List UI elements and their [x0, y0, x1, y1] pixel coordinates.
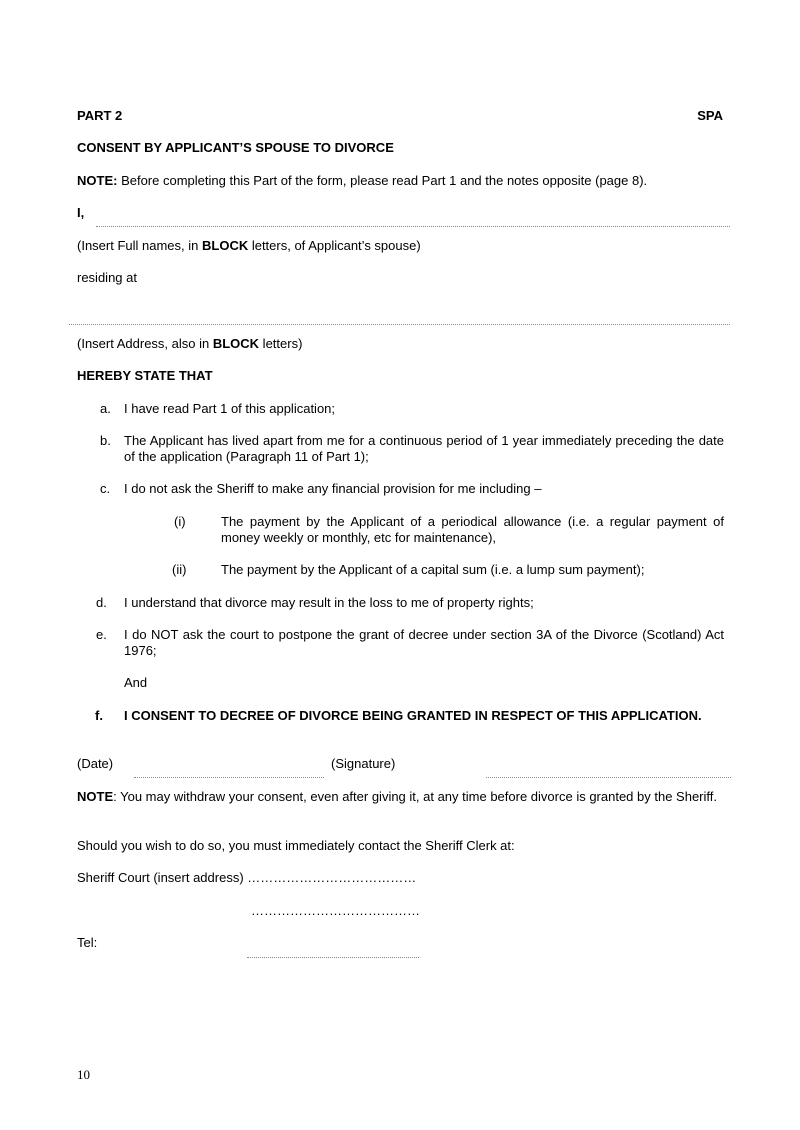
full-names-line[interactable] [96, 226, 730, 227]
note-bottom-text: : You may withdraw your consent, even after giving it, at any time before divorce is granted by the Sheriff. [113, 789, 717, 804]
item-cii-text: The payment by the Applicant of a capital sum (i.e. a lump sum payment); [221, 562, 645, 577]
item-c-letter: c. [100, 481, 111, 496]
item-a-text: I have read Part 1 of this application; [124, 401, 336, 416]
part-label: PART 2 [77, 108, 123, 123]
residing-label: residing at [77, 270, 137, 285]
address-hint [77, 336, 302, 351]
i-label: I, [77, 205, 85, 220]
note-top-label: NOTE: [77, 173, 118, 188]
address-hint-pre: (Insert Address, also in [77, 336, 213, 351]
item-ci-text: The payment by the Applicant of a periodical allowance (i.e. a regular payment of money weekly or monthly, etc for maintenance), [221, 514, 724, 545]
note-bottom-label: NOTE [77, 789, 114, 804]
names-hint-pre: (Insert Full names, in [77, 238, 202, 253]
item-cii-number: (ii) [172, 562, 187, 577]
address-hint-bold: BLOCK [212, 336, 260, 351]
address-hint-post: letters) [259, 336, 303, 351]
names-hint [77, 238, 421, 253]
sheriff-court-label: Sheriff Court (insert address) [77, 870, 244, 885]
form-title: CONSENT BY APPLICANT’S SPOUSE TO DIVORCE [77, 140, 394, 155]
signature-label: (Signature) [331, 756, 396, 771]
item-a-letter: a. [100, 401, 111, 416]
sheriff-court-row [77, 870, 416, 885]
signature-line[interactable] [486, 777, 731, 778]
hereby-heading: HEREBY STATE THAT [77, 368, 213, 383]
item-b-text: The Applicant has lived apart from me for a continuous period of 1 year immediately preceding the date of the application (Paragraph 11 of Part 1); [124, 433, 724, 464]
sheriff-court-dots-2[interactable]: ………………………………… [251, 903, 420, 918]
item-e-letter: e. [96, 627, 107, 642]
form-code: SPA [697, 108, 723, 123]
note-top-text: Before completing this Part of the form, please read Part 1 and the notes opposite (page 8). [117, 173, 648, 188]
item-b-letter: b. [100, 433, 111, 448]
page-number: 10 [77, 1067, 90, 1082]
address-line[interactable] [69, 324, 730, 325]
item-d-text: I understand that divorce may result in the loss to me of property rights; [124, 595, 534, 610]
tel-label: Tel: [77, 935, 98, 950]
names-hint-bold: BLOCK [202, 238, 249, 253]
note-bottom [77, 789, 717, 805]
item-f-text: I CONSENT TO DECREE OF DIVORCE BEING GRANTED IN RESPECT OF THIS APPLICATION. [124, 708, 702, 723]
sheriff-court-dots-1[interactable]: ………………………………… [247, 870, 417, 885]
item-d-letter: d. [96, 595, 107, 610]
date-line[interactable] [134, 777, 324, 778]
note-top [77, 173, 647, 188]
item-ci-number: (i) [174, 514, 186, 529]
item-e-text: I do NOT ask the court to postpone the grant of decree under section 3A of the Divorce (Scotland) Act 1976; [124, 627, 724, 658]
contact-text: Should you wish to do so, you must immediately contact the Sheriff Clerk at: [77, 838, 515, 853]
item-c-text: I do not ask the Sheriff to make any financial provision for me including – [124, 481, 542, 496]
names-hint-post: letters, of Applicant’s spouse) [248, 238, 421, 253]
and-text: And [124, 675, 148, 690]
item-f-letter: f. [95, 708, 103, 723]
date-label: (Date) [77, 756, 114, 771]
tel-line[interactable] [247, 957, 419, 958]
